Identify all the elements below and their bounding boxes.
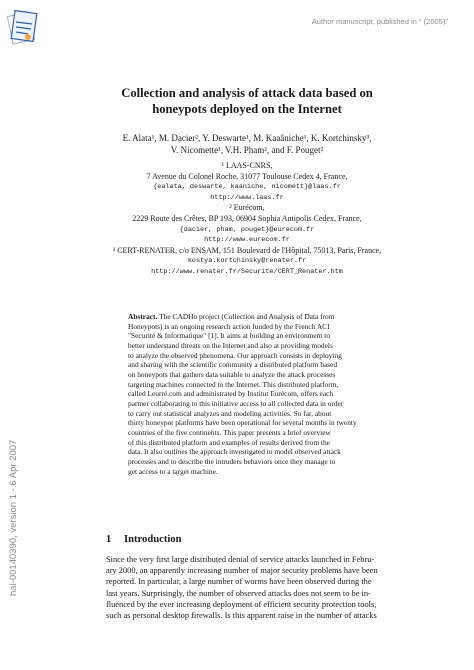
abstract-line: "Securité & Informatique" [1]. It aims at building an environment to (128, 331, 331, 341)
abstract-line: better understand threats on the Internet and also at providing models (128, 340, 333, 350)
affiliation-url: http://www.renater.fr/Securite/CERT_Renater.htm (151, 267, 343, 276)
body-paragraph (106, 554, 386, 621)
author-line: V. Nicomette¹, V.H. Pham², and F. Pouget² (170, 145, 324, 155)
abstract-line: Honeypots) is an ongoing research action funded by the French ACI (128, 321, 330, 331)
body-line: ary 2000, an apparently increasing number of major security problems have been (106, 566, 378, 576)
affiliation-line: ¹ LAAS-CNRS, (221, 161, 273, 170)
abstract-line: thirty honeypot platforms have been operational for several months in twenty (128, 418, 357, 428)
abstract-label: Abstract. (128, 312, 158, 321)
abstract-line: called Leurré.com and administrated by Institut Eurécom, offers each (128, 389, 334, 399)
hal-identifier (8, 236, 20, 596)
abstract-line: processes and to describe the intruders behaviors once they manage to (128, 456, 336, 466)
body-line: reported. In particular, a large number of worms have been observed during the (106, 577, 372, 587)
body-line: fluenced by the ever increasing deployment of efficient security protection tools, (106, 599, 377, 609)
abstract-line: to analyze the observed phenomena. Our approach consists in deploying (128, 350, 342, 360)
section-number: 1 (106, 534, 112, 545)
section-title: Introduction (124, 534, 182, 545)
abstract-line: countries of the five continents. This paper presents a brief overview (128, 427, 331, 437)
section-heading (106, 534, 182, 545)
abstract-line: and sharing with the scientific community a distributed platform based (128, 360, 338, 370)
affiliation-line: ³ CERT-RENATER, c/o ENSAM, 151 Boulevard de l'Hôpital, 75013, Paris, France, (112, 245, 382, 255)
affiliation-email: kostya.kortchinsky@renater.fr (187, 257, 307, 266)
abstract-line: of this distributed platform and examples of results derived from the (128, 437, 330, 447)
title-line: Collection and analysis of attack data based on (121, 86, 373, 100)
abstract-line (128, 312, 376, 322)
affiliation-url: http://www.laas.fr (210, 193, 284, 202)
body-line: such as personal desktop firewalls. Is this apparent raise in the number of attacks (106, 611, 377, 621)
affiliation-email: {dacier, pham, pouget}@eurecom.fr (179, 225, 315, 234)
affiliation-url: http://www.eurecom.fr (204, 236, 290, 245)
author-line: E. Alata¹, M. Dacier², Y. Deswarte¹, M. Kaaâniche¹, K. Kortchinsky³, (122, 133, 372, 143)
affiliation-line: 2229 Route des Crêtes, BP 193, 06904 Sophia Antipolis Cedex, France, (132, 213, 362, 223)
abstract-line: to carry out statistical analyzes and modeling activities. So far, about (128, 408, 332, 418)
manuscript-note: Author manuscript, published in " (2005)" (311, 17, 448, 26)
body-line: Since the very first large distributed denial of service attacks launched in Febru- (106, 555, 375, 564)
hal-logo (6, 8, 40, 46)
affiliation-line: 7 Avenue du Colonel Roche, 31077 Toulouse Cedex 4, France, (146, 171, 348, 181)
title-line: honeypots deployed on the Internet (152, 102, 342, 116)
paper-title (60, 85, 434, 117)
abstract-line: data. It also outlines the approach investigated to model observed attack (128, 447, 341, 457)
abstract-line: get access to a target machine. (128, 466, 218, 476)
abstract-line: targeting machines connected to the Internet. This distributed platform, (128, 379, 339, 389)
hal-identifier-text: hal-00140390, version 1 - 6 Apr 2007 (8, 439, 19, 596)
affiliations (60, 161, 434, 278)
author-list (60, 132, 434, 156)
abstract-line: on honeypots that gathers data suitable to analyze the attack processes (128, 369, 336, 379)
abstract-line: partner collaborating to this initiative access to all collected data in order (128, 398, 344, 408)
abstract (128, 312, 376, 476)
abstract-text: The CADHo project (Collection and Analysis of Data from (159, 312, 335, 321)
affiliation-line: ² Eurécom, (229, 203, 265, 213)
body-line: last years. Surprisingly, the number of observed attacks does not seem to be in- (106, 588, 371, 598)
affiliation-email: {ealata, deswarte, kaaniche, nicomett}@laas.fr (153, 183, 341, 192)
